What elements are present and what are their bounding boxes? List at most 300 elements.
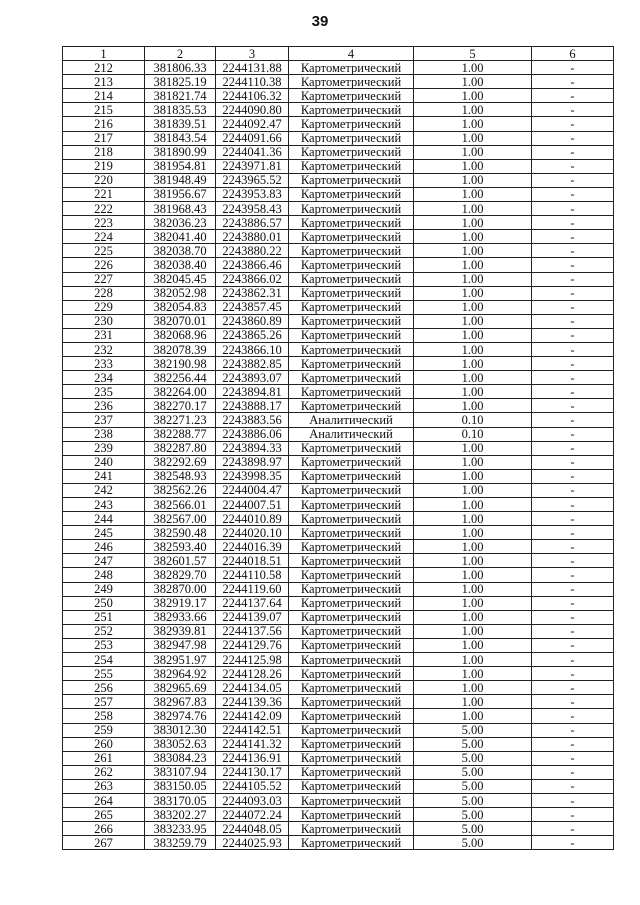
table-row — [63, 526, 614, 540]
cell-method: Картометрический — [289, 131, 414, 145]
cell-x-coordinate: 382292.69 — [145, 455, 216, 469]
cell-point-number: 213 — [63, 75, 145, 89]
table-row — [63, 483, 614, 497]
cell-note: - — [532, 681, 614, 695]
cell-accuracy: 1.00 — [414, 526, 532, 540]
cell-accuracy: 1.00 — [414, 187, 532, 201]
cell-y-coordinate: 2243898.97 — [216, 455, 289, 469]
cell-y-coordinate: 2244137.64 — [216, 596, 289, 610]
cell-x-coordinate: 382054.83 — [145, 300, 216, 314]
cell-note: - — [532, 765, 614, 779]
cell-accuracy: 1.00 — [414, 258, 532, 272]
cell-method: Картометрический — [289, 230, 414, 244]
cell-note: - — [532, 258, 614, 272]
cell-point-number: 219 — [63, 159, 145, 173]
cell-note: - — [532, 230, 614, 244]
cell-accuracy: 5.00 — [414, 779, 532, 793]
cell-method: Картометрический — [289, 723, 414, 737]
cell-point-number: 254 — [63, 653, 145, 667]
table-row — [63, 822, 614, 836]
cell-accuracy: 1.00 — [414, 61, 532, 75]
cell-method: Картометрический — [289, 667, 414, 681]
cell-accuracy: 1.00 — [414, 342, 532, 356]
cell-accuracy: 1.00 — [414, 244, 532, 258]
cell-x-coordinate: 382567.00 — [145, 512, 216, 526]
cell-point-number: 258 — [63, 709, 145, 723]
cell-note: - — [532, 455, 614, 469]
cell-point-number: 247 — [63, 554, 145, 568]
cell-accuracy: 1.00 — [414, 89, 532, 103]
cell-point-number: 214 — [63, 89, 145, 103]
cell-note: - — [532, 469, 614, 483]
cell-y-coordinate: 2243866.02 — [216, 272, 289, 286]
cell-y-coordinate: 2244131.88 — [216, 61, 289, 75]
cell-accuracy: 5.00 — [414, 793, 532, 807]
cell-x-coordinate: 382974.76 — [145, 709, 216, 723]
cell-method: Картометрический — [289, 61, 414, 75]
cell-y-coordinate: 2243866.46 — [216, 258, 289, 272]
cell-method: Картометрический — [289, 554, 414, 568]
cell-y-coordinate: 2243882.85 — [216, 357, 289, 371]
cell-x-coordinate: 382038.70 — [145, 244, 216, 258]
cell-y-coordinate: 2244004.47 — [216, 483, 289, 497]
table-row — [63, 413, 614, 427]
cell-point-number: 250 — [63, 596, 145, 610]
cell-x-coordinate: 383233.95 — [145, 822, 216, 836]
cell-y-coordinate: 2244105.52 — [216, 779, 289, 793]
cell-accuracy: 1.00 — [414, 286, 532, 300]
page-number: 39 — [311, 13, 329, 30]
table-row — [63, 103, 614, 117]
cell-y-coordinate: 2243886.57 — [216, 216, 289, 230]
cell-note: - — [532, 822, 614, 836]
cell-note: - — [532, 427, 614, 441]
cell-y-coordinate: 2244090.80 — [216, 103, 289, 117]
cell-method: Картометрический — [289, 681, 414, 695]
table-row — [63, 61, 614, 75]
cell-x-coordinate: 382270.17 — [145, 399, 216, 413]
cell-method: Картометрический — [289, 779, 414, 793]
cell-method: Картометрический — [289, 441, 414, 455]
cell-point-number: 215 — [63, 103, 145, 117]
cell-method: Картометрический — [289, 526, 414, 540]
cell-point-number: 256 — [63, 681, 145, 695]
table-row — [63, 554, 614, 568]
cell-x-coordinate: 382287.80 — [145, 441, 216, 455]
table-row — [63, 793, 614, 807]
cell-x-coordinate: 382601.57 — [145, 554, 216, 568]
cell-accuracy: 1.00 — [414, 216, 532, 230]
cell-point-number: 226 — [63, 258, 145, 272]
cell-point-number: 251 — [63, 610, 145, 624]
cell-point-number: 262 — [63, 765, 145, 779]
cell-accuracy: 1.00 — [414, 624, 532, 638]
cell-y-coordinate: 2244130.17 — [216, 765, 289, 779]
cell-y-coordinate: 2244025.93 — [216, 836, 289, 850]
cell-note: - — [532, 667, 614, 681]
cell-accuracy: 5.00 — [414, 737, 532, 751]
cell-y-coordinate: 2243862.31 — [216, 286, 289, 300]
cell-point-number: 223 — [63, 216, 145, 230]
table-row — [63, 187, 614, 201]
cell-note: - — [532, 300, 614, 314]
cell-x-coordinate: 381806.33 — [145, 61, 216, 75]
cell-method: Картометрический — [289, 159, 414, 173]
cell-x-coordinate: 382951.97 — [145, 653, 216, 667]
cell-y-coordinate: 2244110.38 — [216, 75, 289, 89]
table-row — [63, 314, 614, 328]
table-row — [63, 300, 614, 314]
table-row — [63, 159, 614, 173]
cell-y-coordinate: 2243860.89 — [216, 314, 289, 328]
cell-method: Картометрический — [289, 244, 414, 258]
cell-x-coordinate: 382045.45 — [145, 272, 216, 286]
cell-point-number: 257 — [63, 695, 145, 709]
table-body — [63, 61, 614, 850]
cell-accuracy: 1.00 — [414, 610, 532, 624]
cell-method: Картометрический — [289, 399, 414, 413]
cell-point-number: 222 — [63, 202, 145, 216]
cell-accuracy: 1.00 — [414, 328, 532, 342]
cell-point-number: 240 — [63, 455, 145, 469]
cell-note: - — [532, 385, 614, 399]
cell-note: - — [532, 751, 614, 765]
cell-accuracy: 1.00 — [414, 202, 532, 216]
table-row — [63, 145, 614, 159]
table-row — [63, 75, 614, 89]
cell-x-coordinate: 383052.63 — [145, 737, 216, 751]
cell-point-number: 228 — [63, 286, 145, 300]
cell-point-number: 245 — [63, 526, 145, 540]
table-row — [63, 342, 614, 356]
cell-accuracy: 1.00 — [414, 469, 532, 483]
cell-method: Картометрический — [289, 836, 414, 850]
cell-accuracy: 1.00 — [414, 145, 532, 159]
cell-accuracy: 1.00 — [414, 540, 532, 554]
table-row — [63, 272, 614, 286]
cell-method: Картометрический — [289, 357, 414, 371]
table-row — [63, 244, 614, 258]
cell-method: Картометрический — [289, 498, 414, 512]
table-row — [63, 512, 614, 526]
table-row — [63, 610, 614, 624]
cell-note: - — [532, 624, 614, 638]
cell-method: Картометрический — [289, 187, 414, 201]
cell-method: Картометрический — [289, 568, 414, 582]
cell-accuracy: 1.00 — [414, 441, 532, 455]
cell-note: - — [532, 836, 614, 850]
table-row — [63, 681, 614, 695]
cell-note: - — [532, 540, 614, 554]
cell-y-coordinate: 2244007.51 — [216, 498, 289, 512]
cell-note: - — [532, 357, 614, 371]
cell-method: Картометрический — [289, 385, 414, 399]
cell-x-coordinate: 383170.05 — [145, 793, 216, 807]
cell-method: Картометрический — [289, 540, 414, 554]
table-row — [63, 427, 614, 441]
cell-method: Картометрический — [289, 342, 414, 356]
cell-point-number: 255 — [63, 667, 145, 681]
cell-y-coordinate: 2244119.60 — [216, 582, 289, 596]
cell-note: - — [532, 75, 614, 89]
cell-y-coordinate: 2243888.17 — [216, 399, 289, 413]
cell-accuracy: 1.00 — [414, 272, 532, 286]
cell-point-number: 242 — [63, 483, 145, 497]
cell-method: Аналитический — [289, 427, 414, 441]
table-row — [63, 469, 614, 483]
cell-point-number: 236 — [63, 399, 145, 413]
cell-note: - — [532, 779, 614, 793]
table-row — [63, 808, 614, 822]
cell-x-coordinate: 382964.92 — [145, 667, 216, 681]
cell-accuracy: 1.00 — [414, 131, 532, 145]
cell-x-coordinate: 382562.26 — [145, 483, 216, 497]
cell-point-number: 267 — [63, 836, 145, 850]
cell-x-coordinate: 382271.23 — [145, 413, 216, 427]
cell-accuracy: 1.00 — [414, 681, 532, 695]
table-header-row — [63, 47, 614, 61]
cell-method: Картометрический — [289, 89, 414, 103]
cell-method: Картометрический — [289, 216, 414, 230]
cell-note: - — [532, 328, 614, 342]
cell-accuracy: 1.00 — [414, 667, 532, 681]
cell-x-coordinate: 381839.51 — [145, 117, 216, 131]
cell-x-coordinate: 381956.67 — [145, 187, 216, 201]
cell-note: - — [532, 131, 614, 145]
cell-y-coordinate: 2244041.36 — [216, 145, 289, 159]
cell-y-coordinate: 2244129.76 — [216, 638, 289, 652]
cell-note: - — [532, 441, 614, 455]
cell-note: - — [532, 737, 614, 751]
cell-x-coordinate: 381821.74 — [145, 89, 216, 103]
cell-x-coordinate: 383202.27 — [145, 808, 216, 822]
cell-point-number: 252 — [63, 624, 145, 638]
cell-y-coordinate: 2244134.05 — [216, 681, 289, 695]
cell-note: - — [532, 187, 614, 201]
cell-point-number: 265 — [63, 808, 145, 822]
cell-note: - — [532, 596, 614, 610]
cell-x-coordinate: 381948.49 — [145, 173, 216, 187]
cell-y-coordinate: 2244139.07 — [216, 610, 289, 624]
coordinates-table — [62, 46, 614, 850]
cell-point-number: 233 — [63, 357, 145, 371]
cell-point-number: 259 — [63, 723, 145, 737]
cell-y-coordinate: 2244139.36 — [216, 695, 289, 709]
table-row — [63, 385, 614, 399]
table-row — [63, 258, 614, 272]
cell-y-coordinate: 2243866.10 — [216, 342, 289, 356]
cell-x-coordinate: 382947.98 — [145, 638, 216, 652]
cell-accuracy: 5.00 — [414, 723, 532, 737]
cell-x-coordinate: 383107.94 — [145, 765, 216, 779]
cell-note: - — [532, 314, 614, 328]
cell-note: - — [532, 638, 614, 652]
cell-method: Картометрический — [289, 751, 414, 765]
cell-y-coordinate: 2244091.66 — [216, 131, 289, 145]
cell-method: Картометрический — [289, 103, 414, 117]
cell-method: Картометрический — [289, 258, 414, 272]
column-header-1: 1 — [63, 47, 145, 61]
cell-x-coordinate: 381835.53 — [145, 103, 216, 117]
cell-accuracy: 1.00 — [414, 695, 532, 709]
column-header-5: 5 — [414, 47, 532, 61]
cell-point-number: 220 — [63, 173, 145, 187]
cell-point-number: 241 — [63, 469, 145, 483]
table-row — [63, 202, 614, 216]
cell-note: - — [532, 498, 614, 512]
cell-x-coordinate: 381954.81 — [145, 159, 216, 173]
cell-y-coordinate: 2244141.32 — [216, 737, 289, 751]
table-row — [63, 709, 614, 723]
cell-x-coordinate: 382288.77 — [145, 427, 216, 441]
cell-point-number: 249 — [63, 582, 145, 596]
cell-x-coordinate: 381890.99 — [145, 145, 216, 159]
cell-y-coordinate: 2244128.26 — [216, 667, 289, 681]
cell-y-coordinate: 2244020.10 — [216, 526, 289, 540]
table-row — [63, 89, 614, 103]
cell-accuracy: 1.00 — [414, 399, 532, 413]
cell-accuracy: 5.00 — [414, 808, 532, 822]
column-header-2: 2 — [145, 47, 216, 61]
cell-method: Картометрический — [289, 75, 414, 89]
cell-accuracy: 1.00 — [414, 483, 532, 497]
cell-note: - — [532, 793, 614, 807]
cell-y-coordinate: 2243894.33 — [216, 441, 289, 455]
cell-y-coordinate: 2244048.05 — [216, 822, 289, 836]
cell-accuracy: 1.00 — [414, 638, 532, 652]
cell-x-coordinate: 382593.40 — [145, 540, 216, 554]
cell-note: - — [532, 413, 614, 427]
table-row — [63, 779, 614, 793]
cell-note: - — [532, 709, 614, 723]
cell-accuracy: 1.00 — [414, 75, 532, 89]
cell-point-number: 221 — [63, 187, 145, 201]
cell-method: Картометрический — [289, 272, 414, 286]
cell-point-number: 232 — [63, 342, 145, 356]
cell-x-coordinate: 382870.00 — [145, 582, 216, 596]
cell-accuracy: 1.00 — [414, 357, 532, 371]
cell-y-coordinate: 2243857.45 — [216, 300, 289, 314]
cell-method: Картометрический — [289, 314, 414, 328]
table-row — [63, 723, 614, 737]
table-row — [63, 357, 614, 371]
cell-note: - — [532, 342, 614, 356]
cell-note: - — [532, 610, 614, 624]
cell-accuracy: 5.00 — [414, 836, 532, 850]
cell-note: - — [532, 399, 614, 413]
cell-x-coordinate: 381968.43 — [145, 202, 216, 216]
cell-point-number: 227 — [63, 272, 145, 286]
table-row — [63, 695, 614, 709]
cell-point-number: 243 — [63, 498, 145, 512]
cell-method: Картометрический — [289, 469, 414, 483]
cell-method: Картометрический — [289, 328, 414, 342]
cell-method: Картометрический — [289, 653, 414, 667]
cell-note: - — [532, 371, 614, 385]
cell-point-number: 248 — [63, 568, 145, 582]
cell-x-coordinate: 382070.01 — [145, 314, 216, 328]
cell-x-coordinate: 383084.23 — [145, 751, 216, 765]
cell-point-number: 216 — [63, 117, 145, 131]
column-header-4: 4 — [289, 47, 414, 61]
cell-method: Картометрический — [289, 624, 414, 638]
table-row — [63, 455, 614, 469]
cell-x-coordinate: 382919.17 — [145, 596, 216, 610]
cell-x-coordinate: 382566.01 — [145, 498, 216, 512]
table-row — [63, 751, 614, 765]
cell-accuracy: 1.00 — [414, 582, 532, 596]
cell-note: - — [532, 554, 614, 568]
cell-point-number: 260 — [63, 737, 145, 751]
cell-point-number: 238 — [63, 427, 145, 441]
cell-y-coordinate: 2244110.58 — [216, 568, 289, 582]
table-row — [63, 765, 614, 779]
cell-x-coordinate: 382052.98 — [145, 286, 216, 300]
cell-method: Картометрический — [289, 765, 414, 779]
table-row — [63, 498, 614, 512]
cell-point-number: 230 — [63, 314, 145, 328]
cell-note: - — [532, 512, 614, 526]
cell-point-number: 261 — [63, 751, 145, 765]
cell-note: - — [532, 483, 614, 497]
table-row — [63, 737, 614, 751]
cell-x-coordinate: 382939.81 — [145, 624, 216, 638]
cell-y-coordinate: 2243958.43 — [216, 202, 289, 216]
cell-point-number: 231 — [63, 328, 145, 342]
cell-method: Картометрический — [289, 822, 414, 836]
cell-accuracy: 1.00 — [414, 455, 532, 469]
table-row — [63, 653, 614, 667]
cell-y-coordinate: 2244093.03 — [216, 793, 289, 807]
cell-point-number: 264 — [63, 793, 145, 807]
cell-accuracy: 5.00 — [414, 765, 532, 779]
cell-point-number: 266 — [63, 822, 145, 836]
table-row — [63, 131, 614, 145]
cell-accuracy: 1.00 — [414, 653, 532, 667]
cell-y-coordinate: 2243971.81 — [216, 159, 289, 173]
cell-note: - — [532, 202, 614, 216]
cell-method: Аналитический — [289, 413, 414, 427]
cell-y-coordinate: 2243965.52 — [216, 173, 289, 187]
cell-accuracy: 1.00 — [414, 117, 532, 131]
cell-note: - — [532, 61, 614, 75]
cell-accuracy: 1.00 — [414, 314, 532, 328]
cell-method: Картометрический — [289, 596, 414, 610]
cell-note: - — [532, 216, 614, 230]
cell-x-coordinate: 382548.93 — [145, 469, 216, 483]
cell-point-number: 263 — [63, 779, 145, 793]
cell-x-coordinate: 382933.66 — [145, 610, 216, 624]
cell-accuracy: 1.00 — [414, 568, 532, 582]
cell-y-coordinate: 2244142.09 — [216, 709, 289, 723]
cell-note: - — [532, 695, 614, 709]
cell-note: - — [532, 89, 614, 103]
table-row — [63, 596, 614, 610]
cell-accuracy: 1.00 — [414, 498, 532, 512]
cell-method: Картометрический — [289, 300, 414, 314]
cell-y-coordinate: 2243953.83 — [216, 187, 289, 201]
cell-accuracy: 1.00 — [414, 371, 532, 385]
cell-y-coordinate: 2244106.32 — [216, 89, 289, 103]
cell-x-coordinate: 381825.19 — [145, 75, 216, 89]
cell-y-coordinate: 2243998.35 — [216, 469, 289, 483]
cell-y-coordinate: 2244016.39 — [216, 540, 289, 554]
table-row — [63, 328, 614, 342]
cell-note: - — [532, 103, 614, 117]
table-row — [63, 216, 614, 230]
table-row — [63, 286, 614, 300]
table-row — [63, 441, 614, 455]
